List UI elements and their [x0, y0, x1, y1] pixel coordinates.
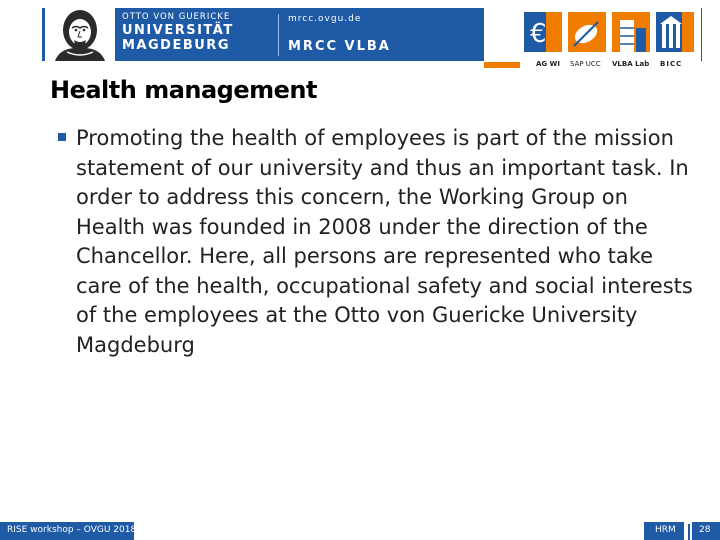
- pillars-icon: [656, 12, 694, 52]
- university-line-2: UNIVERSITÄT: [122, 23, 234, 38]
- footer-separator: [688, 524, 690, 540]
- header-url: mrcc.ovgu.de: [288, 14, 362, 24]
- logo-label-bicc: BICC: [660, 60, 683, 68]
- building-icon: [612, 12, 650, 52]
- euro-chart-icon: [524, 12, 562, 52]
- logo-label-vlba-lab: VLBA Lab: [612, 60, 650, 68]
- university-line-1: OTTO VON GUERICKE: [122, 12, 231, 22]
- footer-section-text: HRM: [655, 525, 676, 535]
- logo-label-ag-wi: AG WI: [536, 60, 560, 68]
- header-divider: [278, 14, 279, 56]
- footer-page: [692, 522, 720, 540]
- university-line-3: MAGDEBURG: [122, 38, 230, 53]
- page-number: 28: [699, 525, 711, 535]
- logo-label-sap-ucc: SAP UCC: [570, 60, 601, 68]
- bullet-item: Promoting the health of employees is part of the mission statement of our university and thus an important task. In order to address this concern, the Working Group on Health was founded in 2008 under the direction of the Chancellor. Here, all persons are represented who take care of the health, occupational safety and social interests of the employees at the Otto von Guericke University Magdeburg: [76, 126, 693, 357]
- orange-accent-strip: [484, 62, 520, 68]
- center-name: MRCC VLBA: [288, 39, 391, 54]
- footer-event-text: RISE workshop – OVGU 2018: [7, 525, 137, 535]
- footer-section: [644, 522, 684, 540]
- svg-text:€: €: [530, 19, 547, 49]
- slide-title: Health management: [50, 76, 317, 104]
- university-logo-portrait: [45, 8, 115, 61]
- footer-event: [0, 522, 137, 540]
- satellite-dish-icon: [568, 12, 606, 52]
- square-bullet-icon: [58, 133, 66, 141]
- university-name: [122, 12, 234, 53]
